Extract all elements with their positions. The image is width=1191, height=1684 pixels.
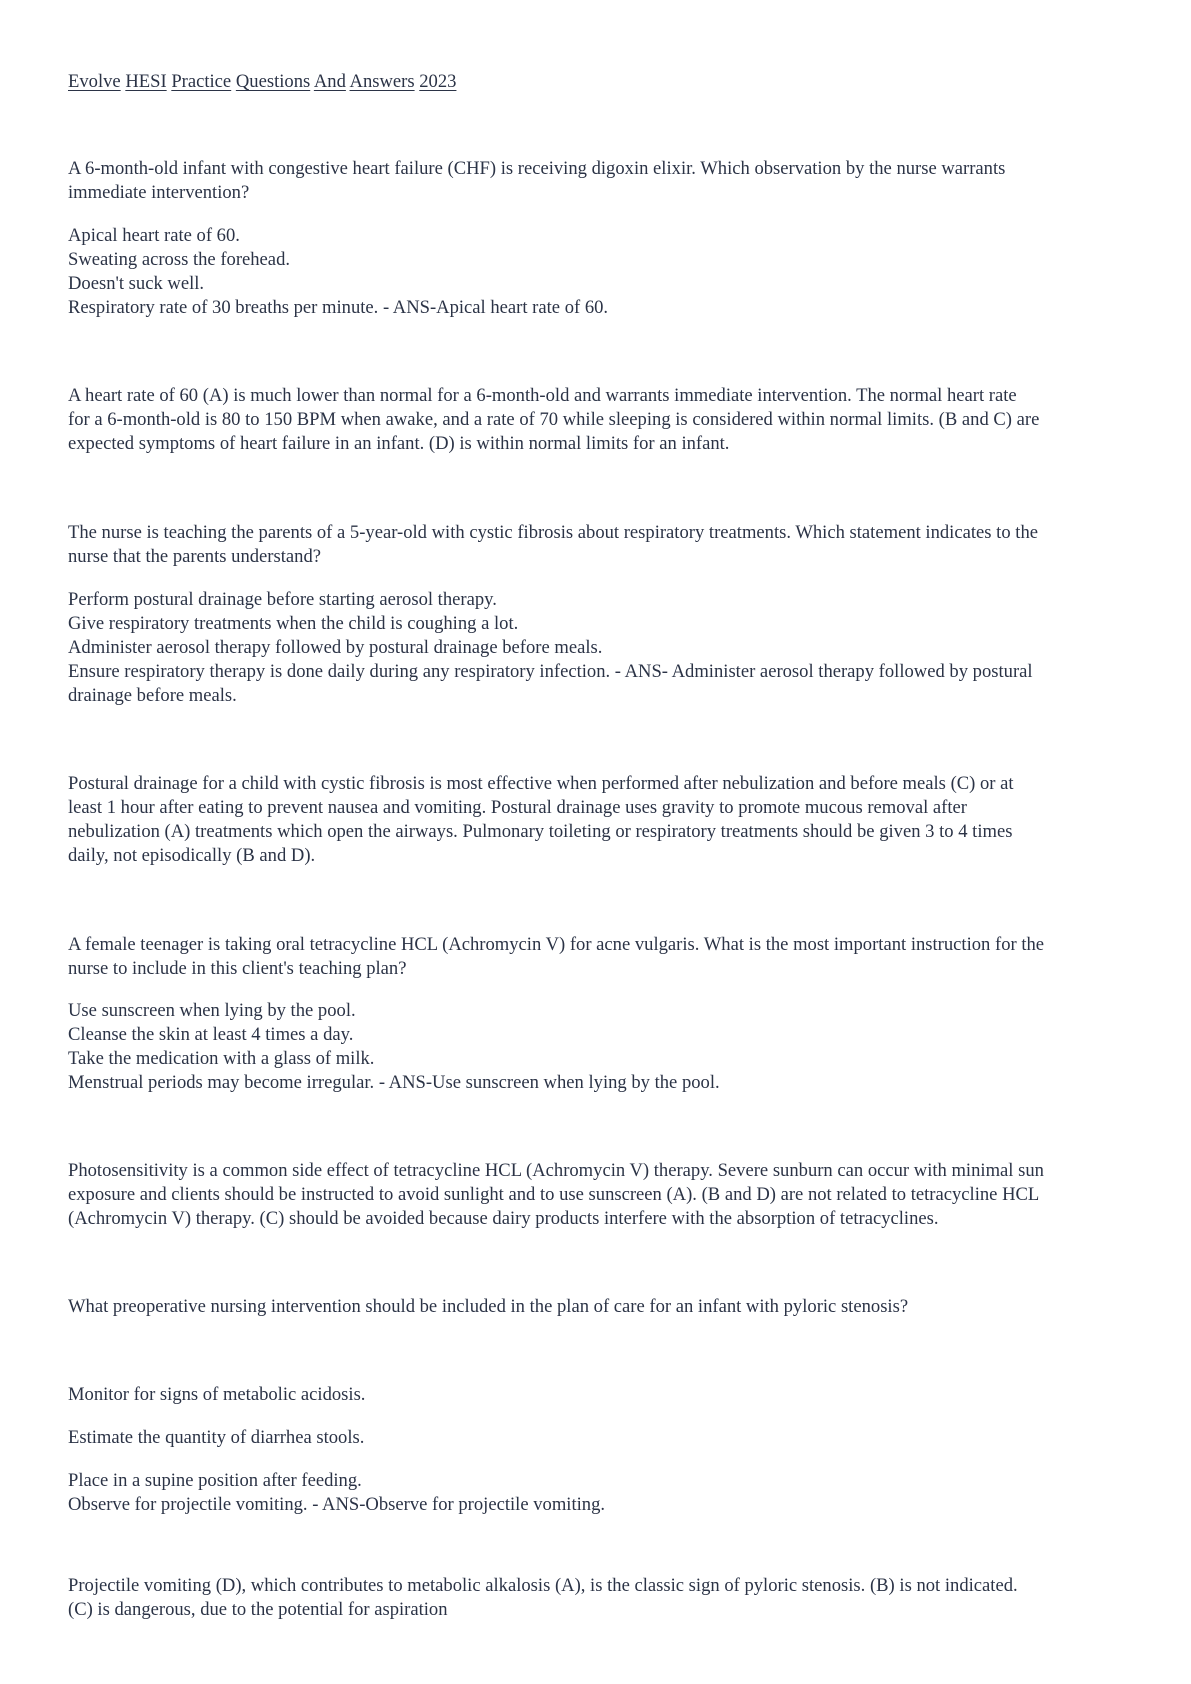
question-2-text: [68, 521, 1133, 569]
text-line: exposure and clients should be instructed to avoid sunlight and to use sunscreen (A). (B and D) are not related to tetracycline HCL: [68, 1184, 1040, 1205]
option-item: Estimate the quantity of diarrhea stools.: [68, 1427, 365, 1448]
question-4-option-a: [68, 1383, 1133, 1407]
document-title: [68, 70, 456, 94]
question-2-rationale: [68, 772, 1133, 868]
option-item: Apical heart rate of 60.: [68, 225, 240, 246]
question-4-rationale: [68, 1574, 1133, 1622]
option-item: Take the medication with a glass of milk.: [68, 1048, 375, 1069]
text-line: least 1 hour after eating to prevent nausea and vomiting. Postural drainage uses gravity to promote mucous removal after: [68, 797, 967, 818]
option-item-with-answer: Menstrual periods may become irregular. - ANS-Use sunscreen when lying by the pool.: [68, 1072, 720, 1093]
question-3-text: [68, 933, 1133, 981]
option-item: Monitor for signs of metabolic acidosis.: [68, 1384, 366, 1405]
option-item-with-answer: Observe for projectile vomiting. - ANS-Observe for projectile vomiting.: [68, 1494, 606, 1515]
title-word: HESI: [125, 71, 167, 92]
title-word: Evolve: [68, 71, 121, 92]
question-3-rationale: [68, 1159, 1133, 1231]
title-word: Answers: [349, 71, 415, 92]
option-item: Perform postural drainage before starting aerosol therapy.: [68, 589, 497, 610]
option-item: Cleanse the skin at least 4 times a day.: [68, 1024, 354, 1045]
option-item: Administer aerosol therapy followed by postural drainage before meals.: [68, 637, 603, 658]
option-item: Place in a supine position after feeding.: [68, 1470, 362, 1491]
text-line: The nurse is teaching the parents of a 5-year-old with cystic fibrosis about respiratory treatments. Which statement indicates to the: [68, 522, 1038, 543]
question-4-text: [68, 1295, 1133, 1319]
text-line: Projectile vomiting (D), which contributes to metabolic alkalosis (A), is the classic sign of pyloric stenosis. (B) is not indicated.: [68, 1575, 1018, 1596]
title-word: Questions: [235, 71, 311, 92]
text-line: for a 6-month-old is 80 to 150 BPM when awake, and a rate of 70 while sleeping is considered within normal limits. (B and C) are: [68, 409, 1040, 430]
option-item: Doesn't suck well.: [68, 273, 205, 294]
text-line: daily, not episodically (B and D).: [68, 845, 316, 866]
option-item: Use sunscreen when lying by the pool.: [68, 1000, 356, 1021]
question-1-options: [68, 224, 1133, 320]
title-word: 2023: [419, 71, 457, 92]
text-line: nurse to include in this client's teaching plan?: [68, 958, 407, 979]
question-3-options: [68, 999, 1133, 1095]
option-item-with-answer: Ensure respiratory therapy is done daily during any respiratory infection. - ANS- Administer aerosol therapy followed by postural: [68, 661, 1033, 682]
text-line: nurse that the parents understand?: [68, 546, 321, 567]
text-line: A 6-month-old infant with congestive heart failure (CHF) is receiving digoxin elixir. Which observation by the nurse warrants: [68, 158, 1006, 179]
text-line: Photosensitivity is a common side effect of tetracycline HCL (Achromycin V) therapy. Severe sunburn can occur with minimal sun: [68, 1160, 1044, 1181]
title-word: Practice: [171, 71, 232, 92]
question-4-option-b: [68, 1426, 1133, 1450]
text-line: (C) is dangerous, due to the potential for aspiration: [68, 1599, 448, 1620]
text-line: What preoperative nursing intervention should be included in the plan of care for an infant with pyloric stenosis?: [68, 1296, 909, 1317]
question-2-options: [68, 588, 1133, 708]
question-4-options-cd: [68, 1469, 1133, 1517]
title-word: And: [313, 71, 346, 92]
option-item-with-answer: Respiratory rate of 30 breaths per minute. - ANS-Apical heart rate of 60.: [68, 297, 609, 318]
text-line: expected symptoms of heart failure in an infant. (D) is within normal limits for an infant.: [68, 433, 730, 454]
option-item: Give respiratory treatments when the child is coughing a lot.: [68, 613, 519, 634]
option-item: Sweating across the forehead.: [68, 249, 291, 270]
text-line: (Achromycin V) therapy. (C) should be avoided because dairy products interfere with the absorption of tetracyclines.: [68, 1208, 939, 1229]
text-line: A heart rate of 60 (A) is much lower than normal for a 6-month-old and warrants immediate intervention. The normal heart rate: [68, 385, 1017, 406]
text-line: A female teenager is taking oral tetracycline HCL (Achromycin V) for acne vulgaris. What is the most important instruction for the: [68, 934, 1045, 955]
text-line: nebulization (A) treatments which open the airways. Pulmonary toileting or respiratory treatments should be given 3 to 4 times: [68, 821, 1013, 842]
text-line: immediate intervention?: [68, 182, 250, 203]
question-1-text: [68, 157, 1133, 205]
option-item-with-answer: drainage before meals.: [68, 685, 237, 706]
question-1-rationale: [68, 384, 1133, 456]
text-line: Postural drainage for a child with cystic fibrosis is most effective when performed after nebulization and before meals (C) or at: [68, 773, 1014, 794]
